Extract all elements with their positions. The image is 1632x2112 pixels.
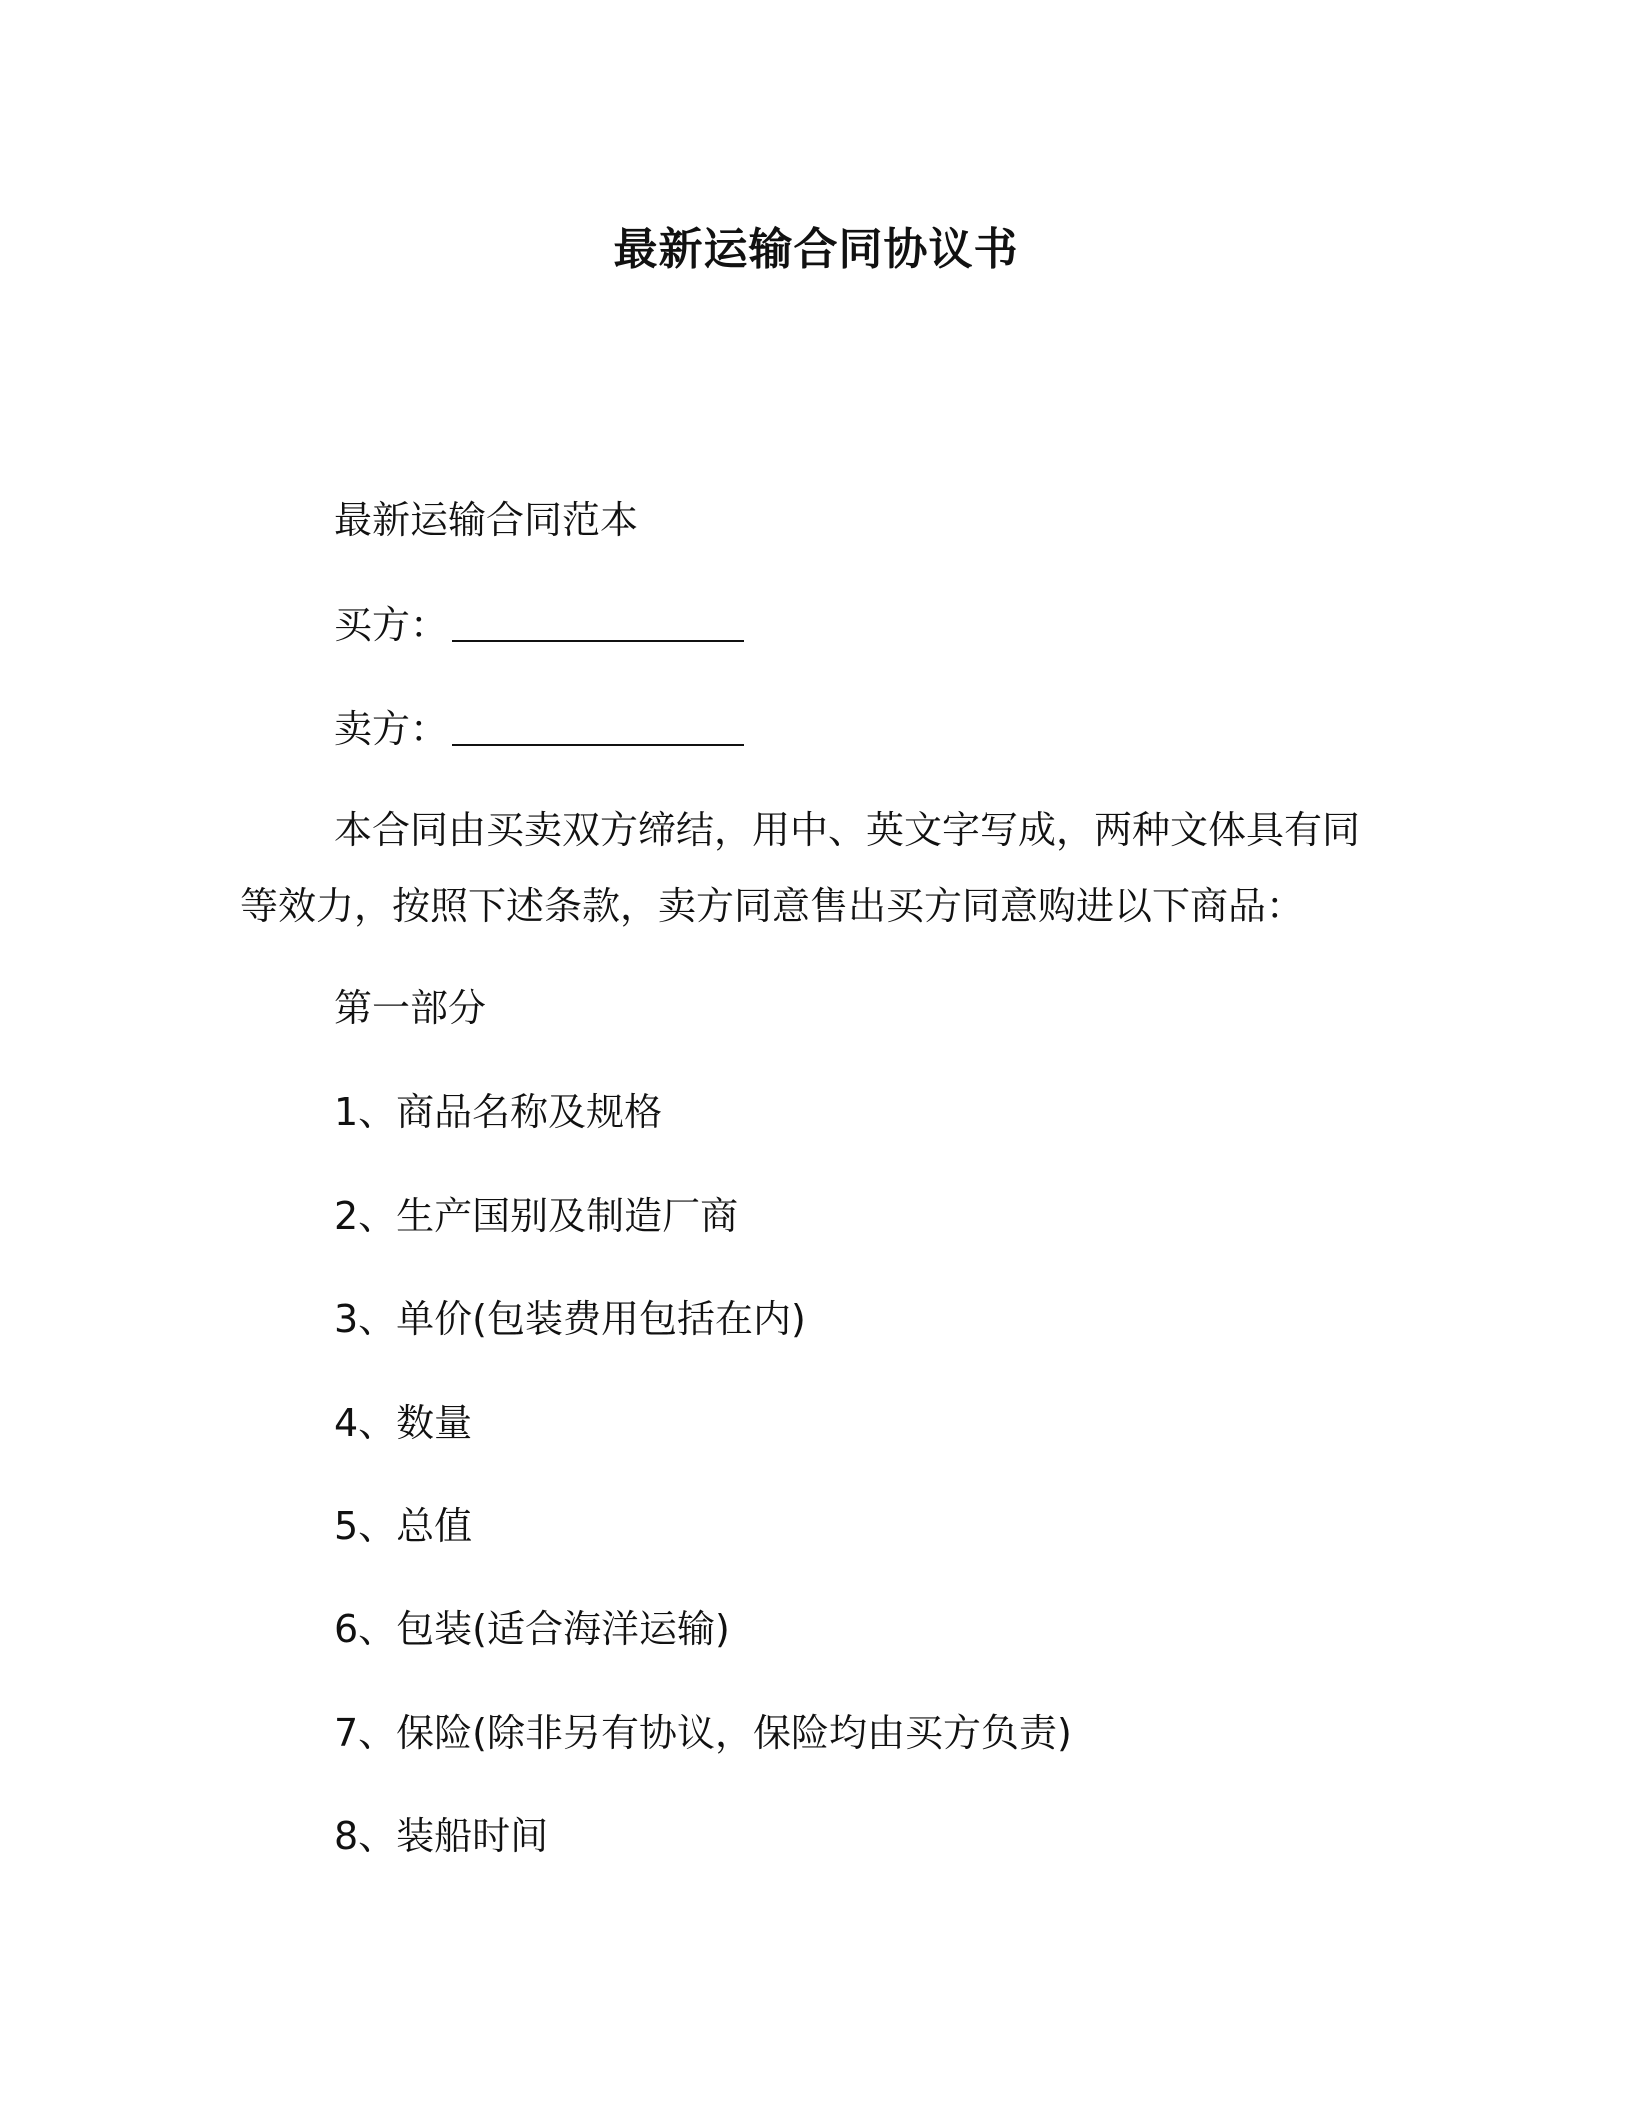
seller-label: 卖方： (334, 707, 449, 751)
document-subtitle: 最新运输合同范本 (334, 498, 639, 542)
document-title: 最新运输合同协议书 (613, 224, 1019, 275)
list-item: 1、商品名称及规格 (334, 1090, 663, 1134)
seller-blank-field (452, 704, 744, 746)
buyer-blank-field (452, 600, 744, 642)
list-item: 6、包装(适合海洋运输) (334, 1607, 730, 1651)
list-item: 5、总值 (334, 1504, 473, 1548)
list-item: 2、生产国别及制造厂商 (334, 1194, 739, 1238)
list-item: 3、单价(包装费用包括在内) (334, 1297, 806, 1341)
list-item: 7、保险(除非另有协议，保险均由买方负责) (334, 1711, 1072, 1755)
seller-line (334, 700, 744, 757)
intro-paragraph: 本合同由买卖双方缔结，用中、英文字写成，两种文体具有同等效力，按照下述条款，卖方同意售出买方同意购进以下商品： (240, 808, 1361, 928)
buyer-line (334, 596, 744, 653)
section-heading: 第一部分 (334, 986, 487, 1030)
list-item: 8、装船时间 (334, 1814, 549, 1858)
buyer-label: 买方： (334, 603, 449, 647)
list-item: 4、数量 (334, 1401, 473, 1445)
